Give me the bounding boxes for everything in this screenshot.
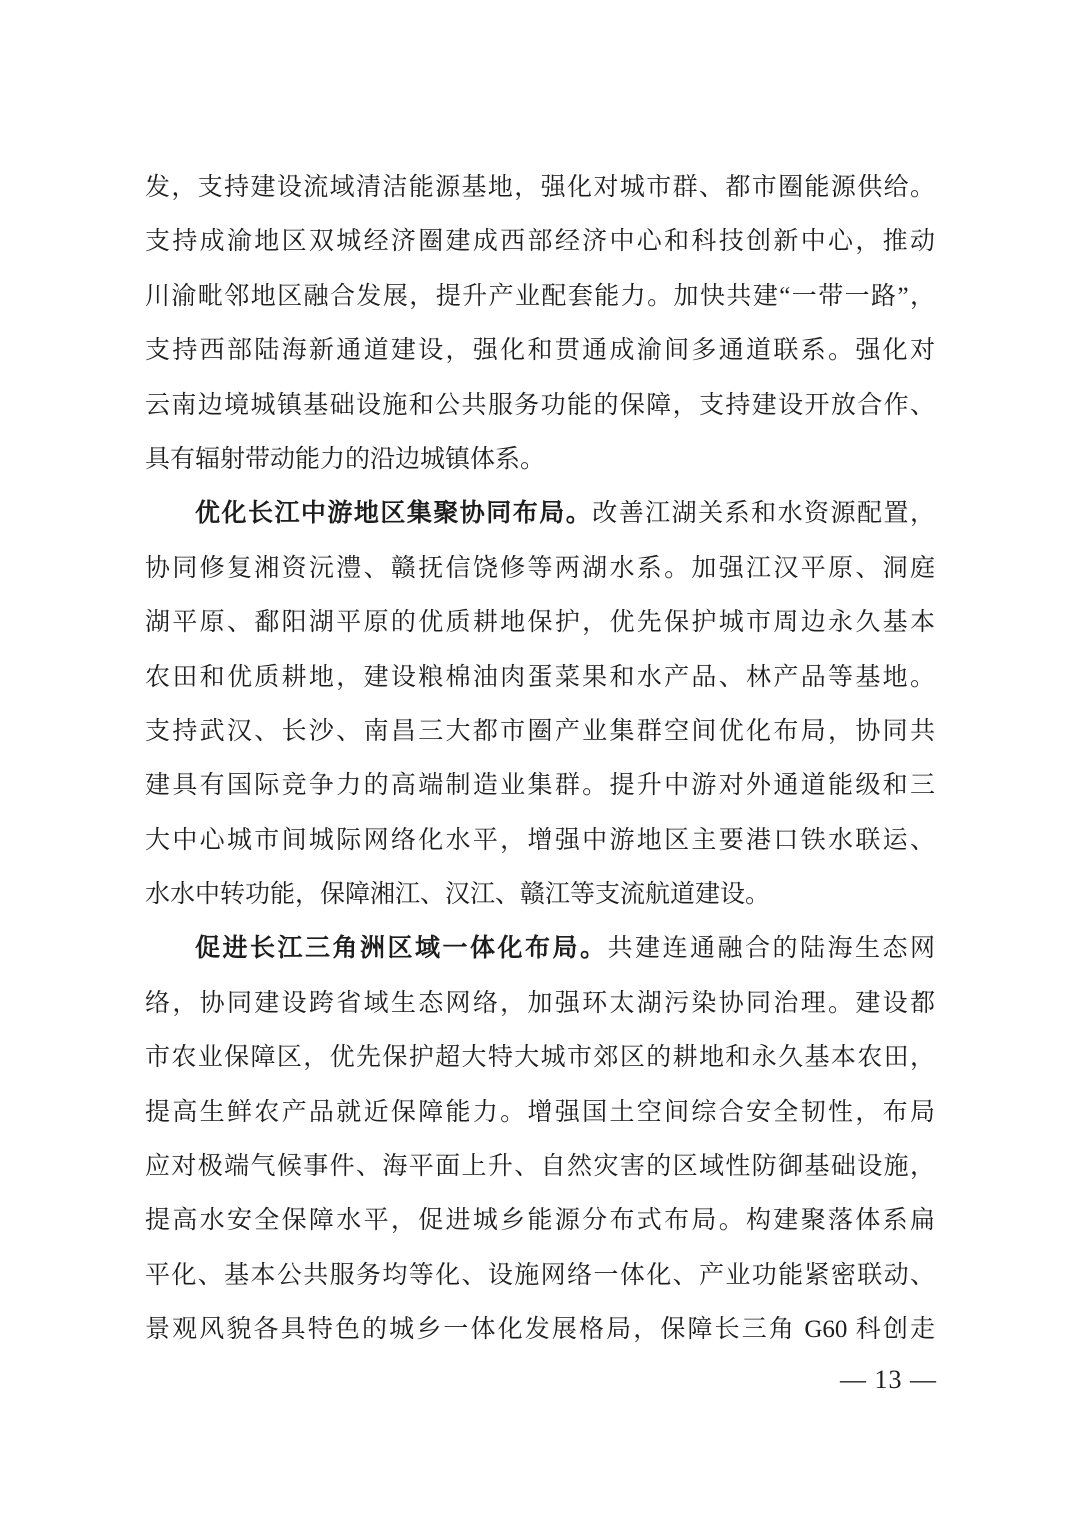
text-line: 大中心城市间城际网络化水平，增强中游地区主要港口铁水联运、 [145,826,935,854]
text-line: 云南边境城镇基础设施和公共服务功能的保障，支持建设开放合作、 [145,391,935,419]
text-line: 应对极端气候事件、海平面上升、自然灾害的区域性防御基础设施， [145,1153,935,1181]
text-line: 提高水安全保障水平，促进城乡能源分布式布局。构建聚落体系扁 [145,1207,935,1235]
text-line: 川渝毗邻地区融合发展，提升产业配套能力。加快共建“一带一路”， [145,282,935,310]
text-block [145,161,935,1358]
text-line: 建具有国际竞争力的高端制造业集群。提升中游对外通道能级和三 [145,772,935,800]
paragraph-1 [145,161,935,487]
paragraph-lead-rest: 共建连通融合的陆海生态网 [607,935,935,963]
text-line: 市农业保障区，优先保护超大特大城市郊区的耕地和永久基本农田， [145,1044,935,1072]
text-line: 协同修复湘资沅澧、赣抚信饶修等两湖水系。加强江汉平原、洞庭 [145,554,935,582]
paragraph-lead-bold: 促进长江三角洲区域一体化布局。 [195,935,608,963]
footer-page-number: — 13 — [840,1365,937,1394]
text-line: 具有辐射带动能力的沿边城镇体系。 [145,445,546,473]
text-line: 农田和优质耕地，建设粮棉油肉蛋菜果和水产品、林产品等基地。 [145,663,935,691]
text-line: 络，协同建设跨省域生态网络，加强环太湖污染协同治理。建设都 [145,989,935,1017]
text-line: 支持武汉、长沙、南昌三大都市圈产业集群空间优化布局，协同共 [145,717,935,745]
text-line [145,487,935,541]
text-line: 支持成渝地区双城经济圈建成西部经济中心和科技创新中心，推动 [145,228,935,256]
text-line: 景观风貌各具特色的城乡一体化发展格局，保障长三角 G60 科创走 [145,1316,935,1344]
text-line: 湖平原、鄱阳湖平原的优质耕地保护，优先保护城市周边永久基本 [145,609,935,637]
paragraph-lead-rest: 改善江湖关系和水资源配置， [592,500,935,528]
paragraph-2 [145,487,935,922]
paragraph-lead-bold: 优化长江中游地区集聚协同布局。 [195,500,593,528]
text-line: 水水中转功能，保障湘江、汉江、赣江等支流航道建设。 [145,881,771,909]
text-line [145,922,935,976]
text-line: 支持西部陆海新通道建设，强化和贯通成渝间多通道联系。强化对 [145,337,935,365]
text-line: 发，支持建设流域清洁能源基地，强化对城市群、都市圈能源供给。 [145,174,935,201]
paragraph-3 [145,922,935,1357]
text-line: 平化、基本公共服务均等化、设施网络一体化、产业功能紧密联动、 [145,1261,935,1289]
text-line: 提高生鲜农产品就近保障能力。增强国土空间综合安全韧性，布局 [145,1098,935,1126]
